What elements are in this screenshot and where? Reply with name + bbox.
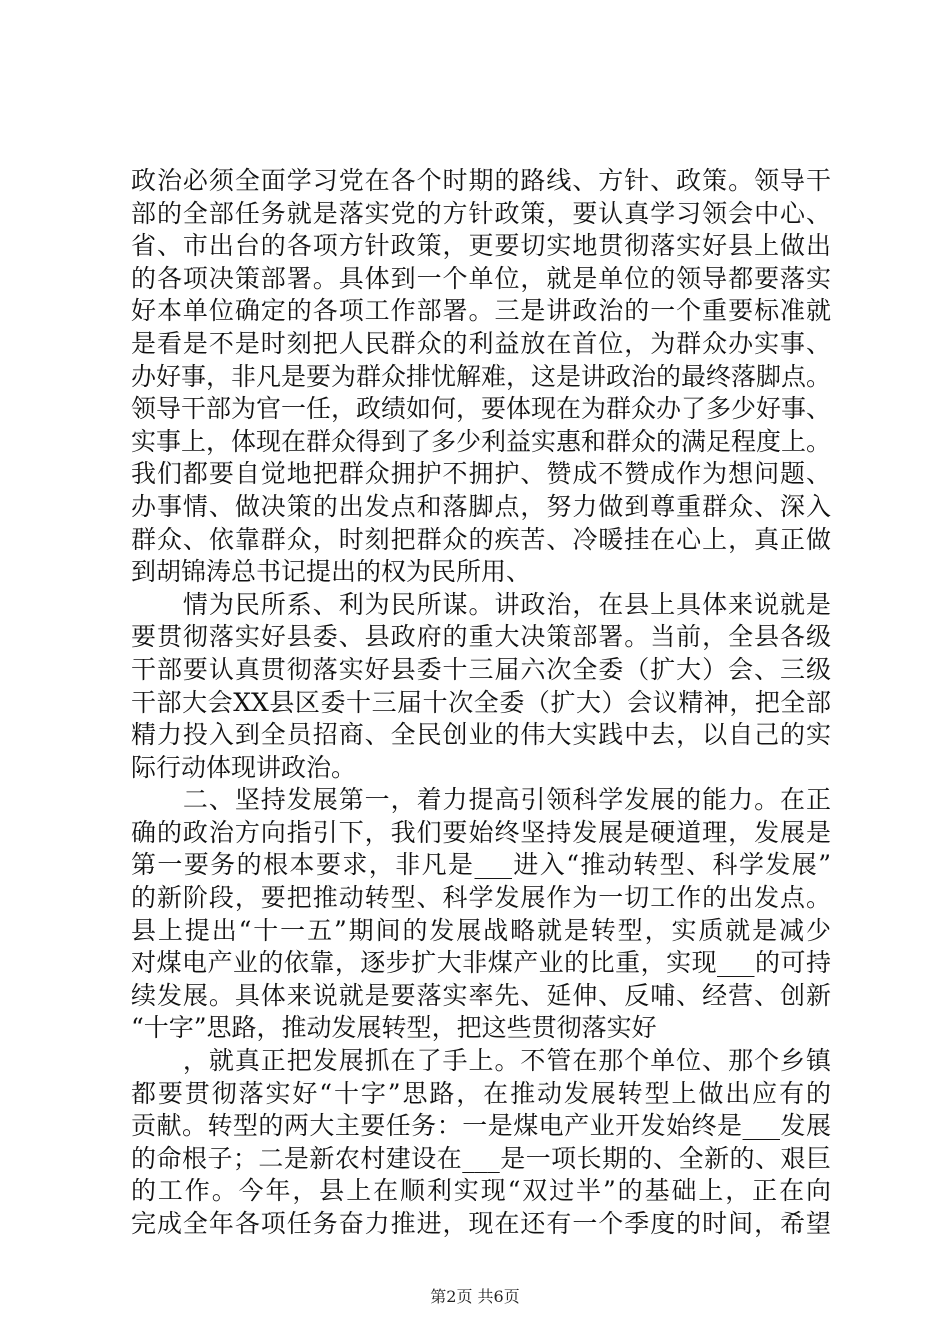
text-line-13: 到胡锦涛总书记提出的权为民所用、 xyxy=(131,557,532,587)
text-line-14: 情为民所系、利为民所谋。讲政治，在县上具体来说就是 xyxy=(131,589,831,619)
text-line-5: 好本单位确定的各项工作部署。三是讲政治的一个重要标准就 xyxy=(131,296,831,326)
text-line-22: 第一要务的根本要求，非凡是___进入“推动转型、科学发展” xyxy=(131,850,831,880)
text-line-6: 是看是不是时刻把人民群众的利益放在首位，为群众办实事、 xyxy=(131,328,831,358)
text-line-21: 确的政治方向指引下，我们要始终坚持发展是硬道理，发展是 xyxy=(131,817,831,847)
text-line-25: 对煤电产业的依靠，逐步扩大非煤产业的比重，实现___的可持 xyxy=(131,948,831,978)
text-line-17: 干部大会XX县区委十三届十次全委（扩大）会议精神，把全部 xyxy=(131,687,831,717)
text-line-23: 的新阶段，要把推动转型、科学发展作为一切工作的出发点。 xyxy=(131,883,831,913)
text-line-12: 群众、依靠群众，时刻把群众的疾苦、冷暖挂在心上，真正做 xyxy=(131,524,831,554)
text-line-3: 省、市出台的各项方针政策，更要切实地贯彻落实好县上做出 xyxy=(131,231,831,261)
text-line-2: 部的全部任务就是落实党的方针政策，要认真学习领会中心、 xyxy=(131,198,831,228)
text-line-8: 领导干部为官一任，政绩如何，要体现在为群众办了多少好事、 xyxy=(131,394,832,424)
text-line-1: 政治必须全面学习党在各个时期的路线、方针、政策。领导干 xyxy=(131,166,831,195)
text-line-31: 的命根子；二是新农村建设在___是一项长期的、全新的、艰巨 xyxy=(131,1143,831,1173)
text-line-19: 际行动体现讲政治。 xyxy=(131,752,357,782)
text-line-20: 二、坚持发展第一，着力提高引领科学发展的能力。在正 xyxy=(131,785,831,815)
text-line-27: “十字”思路，推动发展转型，把这些贯彻落实好 xyxy=(131,1013,657,1043)
body-text xyxy=(131,165,831,1241)
text-line-16: 干部要认真贯彻落实好县委十三届六次全委（扩大）会、三级 xyxy=(131,654,831,684)
text-line-7: 办好事，非凡是要为群众排忧解难，这是讲政治的最终落脚点。 xyxy=(131,361,832,391)
text-line-32: 的工作。今年，县上在顺利实现“双过半”的基础上，正在向 xyxy=(131,1176,831,1206)
text-line-4: 的各项决策部署。具体到一个单位，就是单位的领导都要落实 xyxy=(131,263,831,293)
text-line-30: 贡献。转型的两大主要任务：一是煤电产业开发始终是___发展 xyxy=(131,1111,831,1141)
text-line-10: 我们都要自觉地把群众拥护不拥护、赞成不赞成作为想问题、 xyxy=(131,459,831,489)
page-number-footer: 第2页 共6页 xyxy=(430,1287,520,1306)
text-line-18: 精力投入到全员招商、全民创业的伟大实践中去，以自己的实 xyxy=(131,720,831,750)
text-line-9: 实事上，体现在群众得到了多少利益实惠和群众的满足程度上。 xyxy=(131,426,832,456)
text-line-11: 办事情、做决策的出发点和落脚点，努力做到尊重群众、深入 xyxy=(131,491,831,521)
text-line-26: 续发展。具体来说就是要落实率先、延伸、反哺、经营、创新 xyxy=(131,980,831,1010)
text-line-15: 要贯彻落实好县委、县政府的重大决策部署。当前，全县各级 xyxy=(131,622,831,652)
text-line-29: 都要贯彻落实好“十字”思路，在推动发展转型上做出应有的 xyxy=(131,1078,831,1108)
text-line-24: 县上提出“十一五”期间的发展战略就是转型，实质就是减少 xyxy=(131,915,831,945)
text-line-28: ，就真正把发展抓在了手上。不管在那个单位、那个乡镇 xyxy=(131,1046,831,1076)
text-line-33: 完成全年各项任务奋力推进，现在还有一个季度的时间，希望 xyxy=(131,1209,831,1238)
